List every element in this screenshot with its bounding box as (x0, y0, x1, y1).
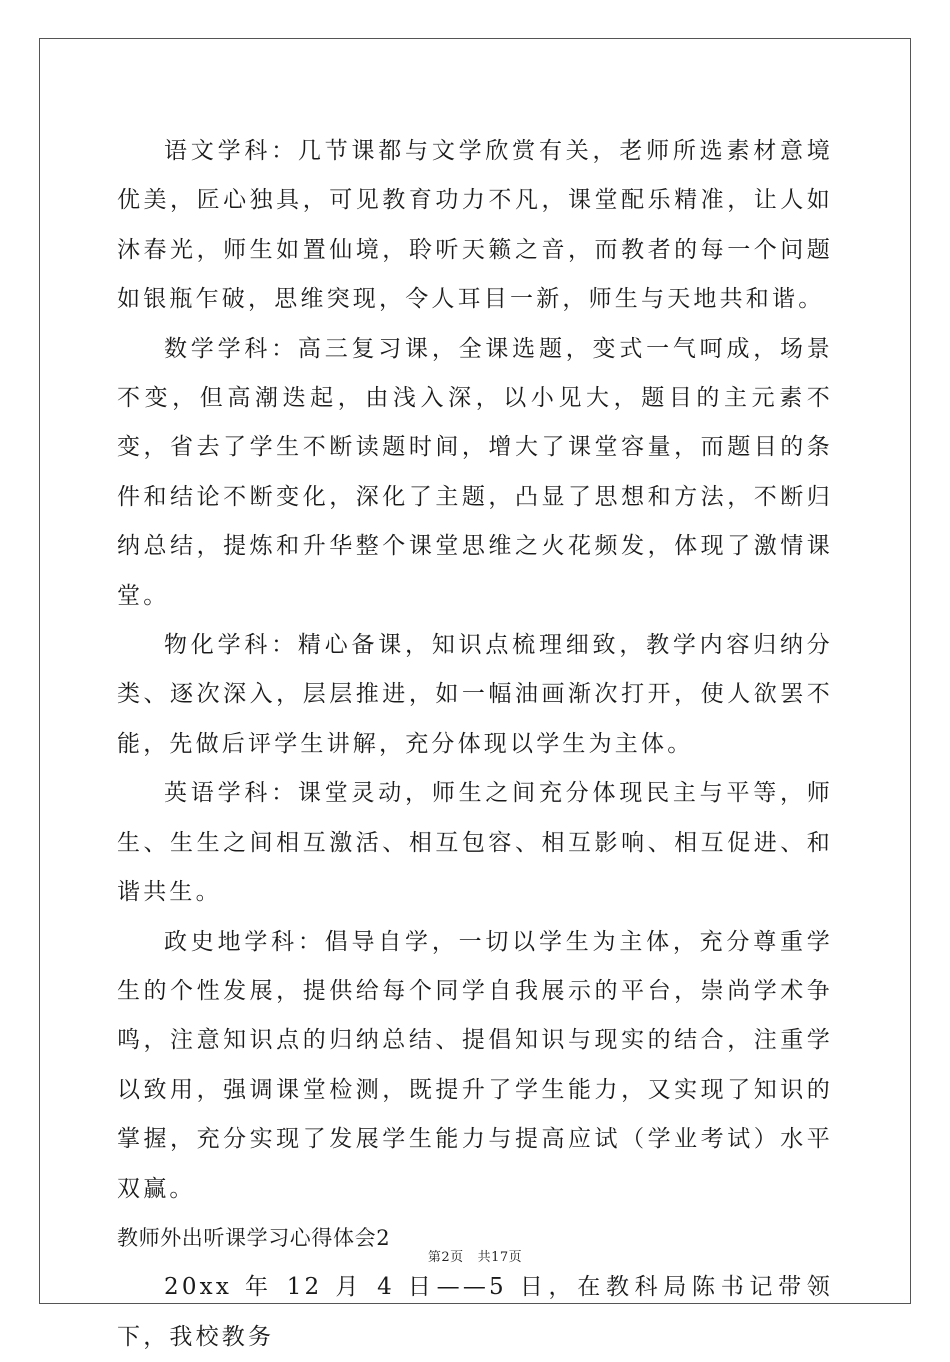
paragraph-intro: 20xx 年 12 月 4 日——5 日，在教科局陈书记带领下，我校教务 (117, 1274, 833, 1350)
document-body (117, 127, 833, 1362)
paragraph-physics-chemistry: 物化学科：精心备课，知识点梳理细致，教学内容归纳分类、逐次深入，层层推进，如一幅油画渐次打开，使人欲罢不能，先做后评学生讲解，充分体现以学生为主体。 (117, 632, 833, 757)
paragraph-math: 数学学科：高三复习课，全课选题，变式一气呵成，场景不变，但高潮迭起，由浅入深，以小见大，题目的主元素不变，省去了学生不断读题时间，增大了课堂容量，而题目的条件和结论不断变化，深化了主题，凸显了思想和方法，不断归纳总结，提炼和升华整个课堂思维之火花频发，体现了激情课堂。 (117, 335, 833, 609)
page-footer (0, 1246, 950, 1265)
section-heading: 教师外出听课学习心得体会2 (117, 1225, 391, 1250)
page-number: 第2页 (427, 1250, 464, 1265)
paragraph-chinese: 语文学科：几节课都与文学欣赏有关，老师所选素材意境优美，匠心独具，可见教育功力不凡，课堂配乐精准，让人如沐春光，师生如置仙境，聆听天籁之音，而教者的每一个问题如银瓶乍破，思维突现，令人耳目一新，师生与天地共和谐。 (117, 138, 833, 313)
page-total: 共17页 (477, 1250, 523, 1265)
paragraph-english: 英语学科：课堂灵动，师生之间充分体现民主与平等，师生、生生之间相互激活、相互包容、相互影响、相互促进、和谐共生。 (117, 780, 833, 906)
paragraph-politics-history-geography: 政史地学科：倡导自学，一切以学生为主体，充分尊重学生的个性发展，提供给每个同学自我展示的平台，崇尚学术争鸣，注意知识点的归纳总结、提倡知识与现实的结合，注重学以致用，强调课堂检测，既提升了学生能力，又实现了知识的掌握，充分实现了发展学生能力与提高应试（学业考试）水平双赢。 (117, 928, 833, 1202)
